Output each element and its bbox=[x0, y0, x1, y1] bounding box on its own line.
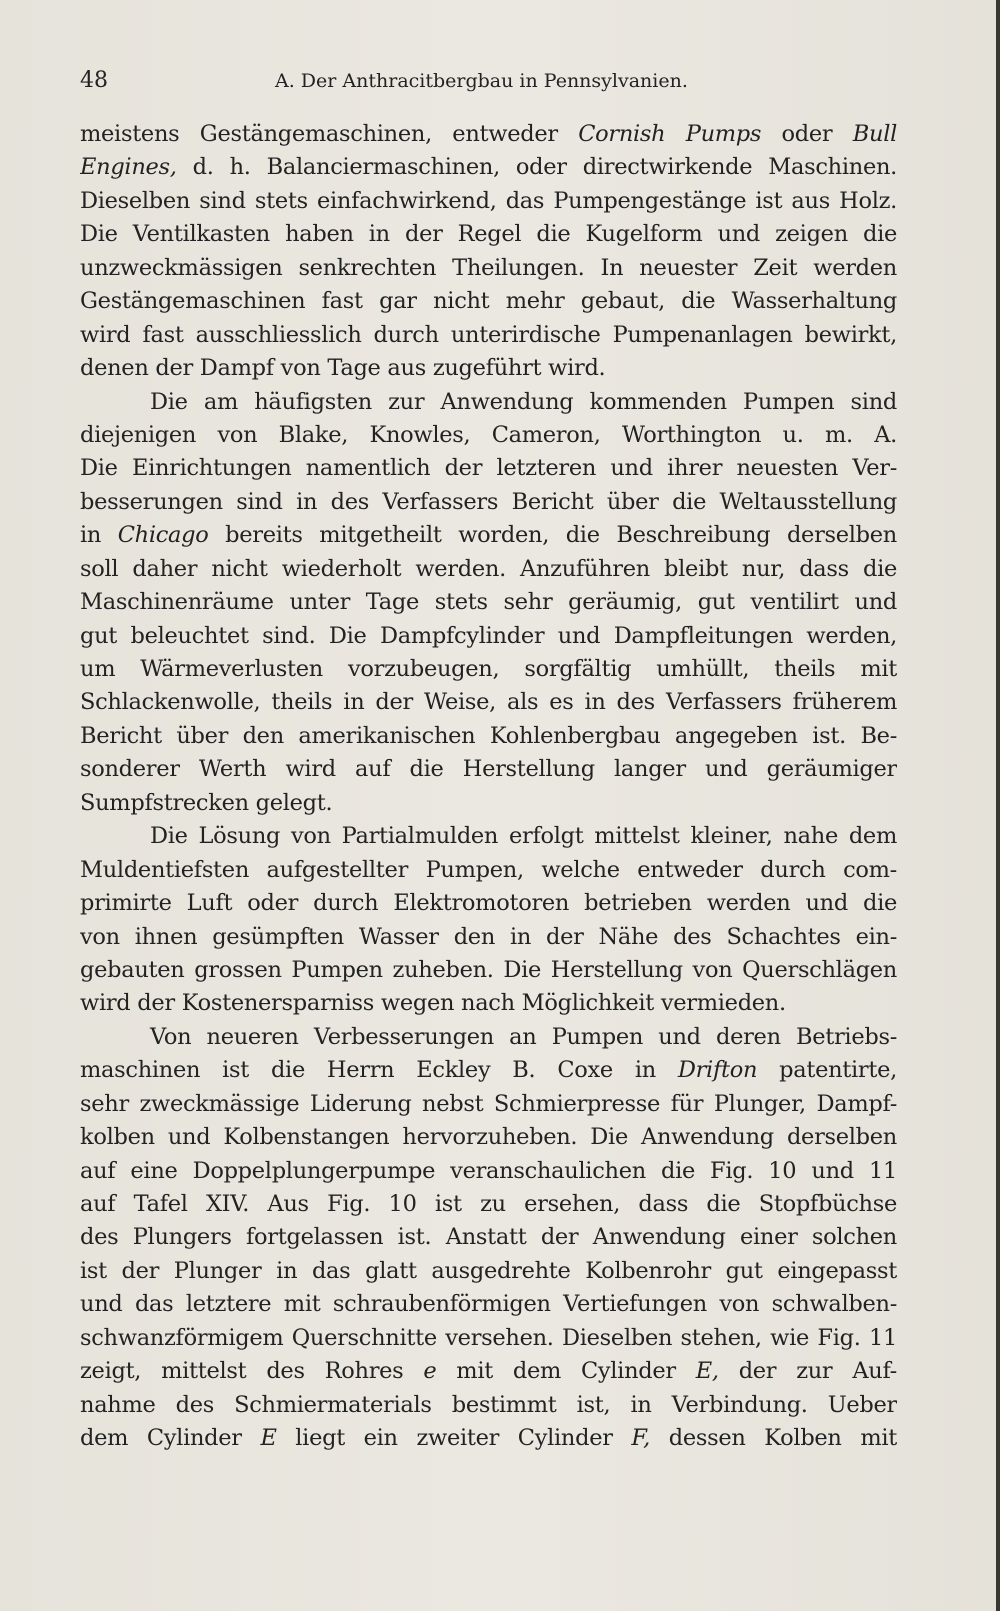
text-line bbox=[80, 1221, 897, 1254]
text-line bbox=[80, 854, 897, 887]
text-segment: gut beleuchtet sind. Die Dampfcylinder und Dampfleitungen werden, bbox=[80, 622, 897, 649]
text-segment: Die Einrichtungen namentlich der letzteren und ihrer neuesten Ver- bbox=[80, 455, 897, 482]
text-segment: Die Ventilkasten haben in der Regel die Kugelform und zeigen die bbox=[80, 221, 897, 248]
text-line bbox=[80, 787, 897, 820]
text-segment: in bbox=[80, 522, 118, 549]
text-segment: kolben und Kolbenstangen hervorzuheben. Die Anwendung derselben bbox=[80, 1124, 897, 1151]
text-line bbox=[80, 151, 897, 184]
italic-text: Cornish Pumps bbox=[578, 121, 762, 147]
text-segment: dem Cylinder bbox=[80, 1425, 261, 1452]
text-segment: liegt ein zweiter Cylinder bbox=[276, 1425, 632, 1452]
text-segment: ist der Plunger in das glatt ausgedrehte Kolbenrohr gut eingepasst bbox=[80, 1257, 897, 1284]
text-segment: zeigt, mittelst des Rohres bbox=[80, 1358, 424, 1385]
italic-text: E, bbox=[695, 1358, 719, 1385]
text-line bbox=[80, 1155, 897, 1188]
text-segment: Dieselben sind stets einfachwirkend, das Pumpengestänge ist aus Holz. bbox=[80, 187, 897, 214]
text-segment: besserungen sind in des Verfassers Bericht über die Weltausstellung bbox=[80, 488, 897, 515]
text-segment: oder bbox=[761, 121, 853, 147]
text-segment: Die am häufigsten zur Anwendung kommenden Pumpen sind bbox=[150, 388, 897, 415]
italic-text: Chicago bbox=[117, 522, 209, 549]
text-segment: patentirte, bbox=[757, 1057, 897, 1084]
text-line bbox=[80, 218, 897, 251]
text-segment: primirte Luft oder durch Elektromotoren betrieben werden und die bbox=[80, 890, 897, 917]
text-segment: von ihnen gesümpften Wasser den in der Nähe des Schachtes ein- bbox=[80, 923, 897, 950]
text-segment: maschinen ist die Herrn Eckley B. Coxe in bbox=[80, 1057, 678, 1084]
text-line bbox=[80, 486, 897, 519]
text-segment: bereits mitgetheilt worden, die Beschreibung derselben bbox=[208, 522, 897, 549]
italic-text: F, bbox=[631, 1425, 651, 1452]
text-line bbox=[80, 185, 897, 218]
text-line bbox=[80, 921, 897, 954]
text-segment: und das letztere mit schraubenförmigen Vertiefungen von schwalben- bbox=[80, 1291, 897, 1318]
text-line bbox=[80, 252, 897, 285]
text-line bbox=[80, 1255, 897, 1288]
text-segment: d. h. Balanciermaschinen, oder directwirkende Maschinen. bbox=[176, 154, 897, 181]
italic-text: Bull bbox=[852, 121, 897, 147]
text-segment: der zur Auf- bbox=[718, 1358, 897, 1385]
text-line bbox=[80, 553, 897, 586]
text-line bbox=[80, 419, 897, 452]
running-head: A. Der Anthracitbergbau in Pennsylvanien. bbox=[275, 70, 688, 92]
text-segment: Von neueren Verbesserungen an Pumpen und deren Betriebs- bbox=[150, 1023, 897, 1050]
page-header bbox=[80, 68, 897, 98]
text-segment: nahme des Schmiermaterials bestimmt ist, in Verbindung. Ueber bbox=[80, 1391, 897, 1418]
text-segment: Die Lösung von Partialmulden erfolgt mittelst kleiner, nahe dem bbox=[150, 823, 897, 850]
italic-text: Engines, bbox=[80, 154, 177, 181]
text-segment: dessen Kolben mit bbox=[650, 1425, 897, 1452]
text-line bbox=[80, 586, 897, 619]
text-segment: denen der Dampf von Tage aus zugeführt wird. bbox=[80, 355, 606, 382]
text-segment: schwanzförmigem Querschnitte versehen. Dieselben stehen, wie Fig. 11 bbox=[80, 1324, 897, 1351]
text-segment: wird fast ausschliesslich durch unterirdische Pumpenanlagen bewirkt, bbox=[80, 321, 897, 348]
text-segment: Schlackenwolle, theils in der Weise, als es in des Verfassers früherem bbox=[80, 689, 897, 716]
text-line bbox=[80, 519, 897, 552]
text-segment: Gestängemaschinen fast gar nicht mehr gebaut, die Wasserhaltung bbox=[80, 288, 897, 315]
text-line bbox=[80, 887, 897, 920]
text-line bbox=[80, 653, 897, 686]
text-line bbox=[80, 452, 897, 485]
text-line bbox=[80, 820, 897, 853]
italic-text: e bbox=[423, 1358, 437, 1385]
text-line bbox=[80, 954, 897, 987]
text-segment: Muldentiefsten aufgestellter Pumpen, welche entweder durch com- bbox=[80, 856, 897, 883]
text-segment: Sumpfstrecken gelegt. bbox=[80, 789, 333, 816]
text-line bbox=[80, 1021, 897, 1054]
text-segment: um Wärmeverlusten vorzubeugen, sorgfältig umhüllt, theils mit bbox=[80, 656, 897, 682]
text-segment: mit dem Cylinder bbox=[436, 1358, 696, 1385]
text-line bbox=[80, 720, 897, 753]
text-segment: sehr zweckmässige Liderung nebst Schmierpresse für Plunger, Dampf- bbox=[80, 1090, 897, 1117]
text-segment: gebauten grossen Pumpen zuheben. Die Herstellung von Querschlägen bbox=[80, 956, 897, 983]
page-number: 48 bbox=[80, 68, 108, 93]
text-segment: unzweckmässigen senkrechten Theilungen. In neuester Zeit werden bbox=[80, 254, 897, 281]
text-segment: wird der Kostenersparniss wegen nach Möglichkeit vermieden. bbox=[80, 990, 786, 1017]
text-segment: des Plungers fortgelassen ist. Anstatt der Anwendung einer solchen bbox=[80, 1224, 897, 1251]
text-line bbox=[80, 1288, 897, 1321]
text-line bbox=[80, 1054, 897, 1087]
text-line bbox=[80, 1422, 897, 1455]
text-line bbox=[80, 1389, 897, 1422]
text-segment: Maschinenräume unter Tage stets sehr geräumig, gut ventilirt und bbox=[80, 589, 897, 616]
italic-text: Drifton bbox=[677, 1057, 758, 1084]
text-line bbox=[80, 285, 897, 318]
text-line bbox=[80, 319, 897, 352]
page-edge bbox=[996, 0, 1000, 1611]
text-segment: sonderer Werth wird auf die Herstellung langer und geräumiger bbox=[80, 756, 897, 783]
text-line bbox=[80, 1088, 897, 1121]
text-line bbox=[80, 1322, 897, 1355]
text-line bbox=[80, 620, 897, 653]
text-segment: diejenigen von Blake, Knowles, Cameron, Worthington u. m. A. bbox=[80, 421, 897, 448]
text-line bbox=[80, 118, 897, 151]
text-segment: soll daher nicht wiederholt werden. Anzuführen bleibt nur, dass die bbox=[80, 555, 897, 582]
text-segment: auf Tafel XIV. Aus Fig. 10 ist zu ersehen, dass die Stopfbüchse bbox=[80, 1191, 897, 1217]
text-line bbox=[80, 987, 897, 1020]
text-line bbox=[80, 386, 897, 419]
text-line bbox=[80, 753, 897, 786]
text-line bbox=[80, 352, 897, 385]
italic-text: E bbox=[260, 1425, 277, 1452]
text-line bbox=[80, 686, 897, 719]
text-segment: meistens Gestängemaschinen, entweder bbox=[80, 121, 579, 147]
text-line bbox=[80, 1188, 897, 1221]
text-line bbox=[80, 1121, 897, 1154]
body-text bbox=[80, 118, 897, 1456]
text-line bbox=[80, 1355, 897, 1388]
text-segment: Bericht über den amerikanischen Kohlenbergbau angegeben ist. Be- bbox=[80, 722, 897, 749]
text-segment: auf eine Doppelplungerpumpe veranschaulichen die Fig. 10 und 11 bbox=[80, 1157, 897, 1184]
